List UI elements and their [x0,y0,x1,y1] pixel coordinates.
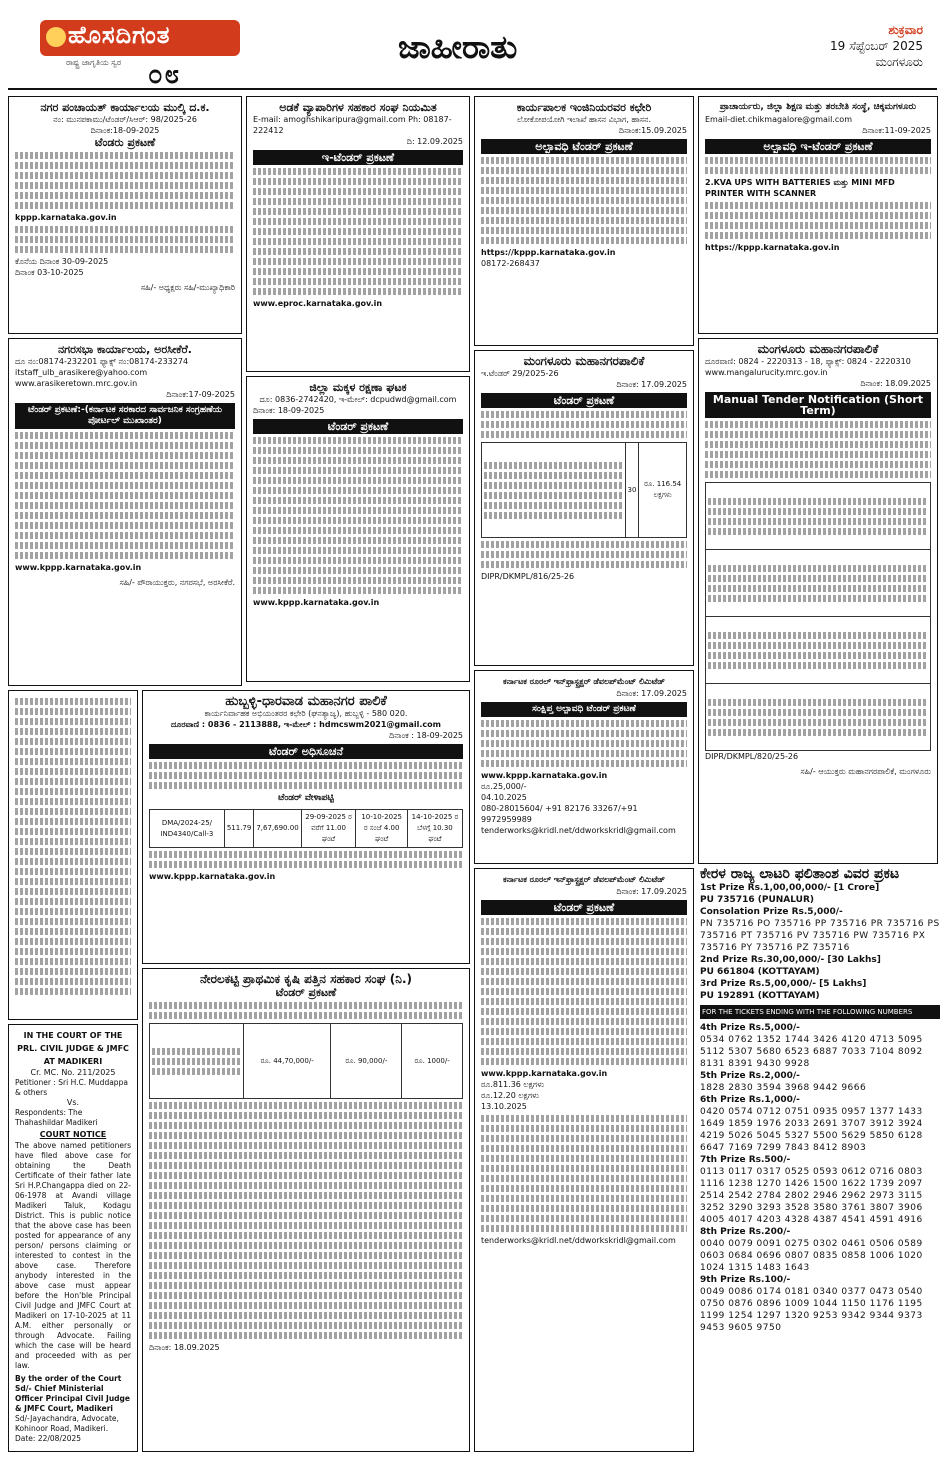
tender-table [149,1023,463,1099]
ad-title: ಮಂಗಳೂರು ಮಹಾನಗರಪಾಲಿಕೆ [757,342,879,356]
court-case: Cr. MC. No. 211/2025 [30,1068,116,1077]
ad-ref: ಇ.ಟೆಂಡರ್ 29/2025-26 [481,369,559,378]
ad-amount: ರೂ.811.36 ಲಕ್ಷಗಳು [481,1080,545,1089]
ad-portal: kppp.karnataka.gov.in [15,213,117,222]
prize-7-numbers: 0113 0117 0317 0525 0593 0612 0716 0803 1116 1238 1270 1426 1500 1622 1739 2097 2514 2542 2784 2802 2946 2962 2973 3115 3252 3290 3293 3528 3580 3761 3807 3906 4005 4017 4203 4328 4387 4541 4591 4916 [700,1167,923,1225]
ad-mulki [8,96,242,334]
lottery-results [700,868,940,1440]
ad-subtitle: ಲೋಕೋಪಯೋಗಿ ಇಲಾಖೆ ಹಾಸನ ವಿಭಾಗ, ಹಾಸನ. [516,115,652,124]
ad-emd: ರೂ.12.20 ಲಕ್ಷಗಳು [481,1091,540,1100]
section-title: ಜಾಹೀರಾತು [398,28,518,66]
prize-3: 3rd Prize Rs.5,00,000/- [5 Lakhs] [700,979,867,989]
ad-date: ದಿನಾಂಕ:11-09-2025 [862,126,931,135]
date-label: 19 ಸೆಪ್ಟೆಂಬರ್ 2025 [829,39,923,53]
ad-portal: www.kppp.karnataka.gov.in [481,1069,608,1078]
ad-contact: ದೂರವಾಣಿ : 0836 - 2113888, ಇ-ಮೇಲ್ : hdmcswm2021@gmail.com [171,720,441,729]
ad-subtitle: ದೂ: 0836-2742420, ಇ-ಮೇಲ್: dcpudwd@gmail.com [259,395,457,404]
ad-date: ದಿನಾಂಕ: 17.09.2025 [616,887,687,896]
ad-email: Email-diet.chikmagalore@gmail.com [705,115,852,124]
ad-date: ದಿನಾಂಕ:15.09.2025 [618,126,687,135]
ad-small-notice [8,690,138,1020]
ad-kridl-short [474,670,694,864]
schedule-table [149,809,463,848]
ad-notice: ಟೆಂಡರ್ ಅಧಿಸೂಚನೆ [149,744,463,759]
brand-name: ಹೊಸದಿಗಂತ [68,21,171,49]
court-respondent: Respondents: The Thahashildar Madikeri [15,1108,98,1127]
ad-site: www.arasikeretown.mrc.gov.in [15,379,138,388]
court-petitioner: Petitioner : Sri H.C. Muddappa & others [15,1078,128,1097]
court-advocate: Sd/-Jayachandra, Advocate, Kohinoor Road, Madikeri. [15,1414,119,1433]
prize-8-numbers: 0040 0079 0091 0275 0302 0461 0506 0589 0603 0684 0696 0807 0835 0858 1006 1020 1024 1315 1483 1643 [700,1239,923,1273]
day-label: ಶುಕ್ರವಾರ [888,23,923,37]
days-cell: 30 [625,443,639,538]
ad-kridl-tender [474,868,694,1452]
cell-emd: ರೂ. 90,000/- [331,1024,402,1099]
prize-6-numbers: 0420 0574 0712 0751 0935 0957 1377 1433 1649 1859 1976 2033 2691 3707 3912 3924 4219 5026 5045 5327 5500 5629 5850 6128 6647 7169 7299 7843 8412 8903 [700,1107,923,1153]
ad-notice: ಟೆಂಡರ್ ಪ್ರಕಟಣೆ:-(ಕರ್ನಾಟಕ ಸರಕಾರದ ಸಾರ್ವಜನಿಕ ಸಂಗ್ರಹಣೆಯ ಪೋರ್ಟಲ್ ಮುಖಾಂತರ) [15,403,235,429]
ad-title: ನಗರ ಪಂಚಾಯತ್ ಕಾರ್ಯಾಲಯ ಮುಲ್ಕಿ ದ.ಕ. [40,101,210,114]
ad-phone: 08172-268437 [481,259,540,268]
consolation-prize: Consolation Prize Rs.5,000/- [700,907,843,917]
ad-portal: www.kppp.karnataka.gov.in [15,563,142,572]
ad-date: ದಿನಾಂಕ : 18-09-2025 [389,731,463,740]
prize-5: 5th Prize Rs.2,000/- [700,1071,800,1081]
prize-9-numbers: 0049 0086 0174 0181 0340 0377 0473 0540 0750 0876 0896 1009 1044 1150 1176 1195 1199 1254 1297 1320 9253 9342 9344 9373 9453 9605 9750 [700,1287,923,1333]
ad-notice: ಟೆಂಡರ್ ಪ್ರಕಟಣೆ [253,419,463,434]
ad-hubballi [142,690,470,964]
prize-4-numbers: 0534 0762 1352 1744 3426 4120 4713 5095 5112 5307 5680 6523 6887 7033 7104 8092 8131 8391 9430 9928 [700,1035,923,1069]
ad-notice: ಟೆಂಡರ್ ಪ್ರಕಟಣೆ [481,393,687,408]
ad-neralakatti [142,968,470,1452]
ad-ref: ನಂ: ಮುನಪಕಾಮು/ಟೆಂಡರ್/ಸಿಆರ್: 98/2025-26 [53,115,197,124]
ad-email: itstaff_ulb_arasikere@yahoo.com [15,368,148,377]
court-order: By the order of the Court Sd/- Chief Ministerial Officer Principal Civil Judge & JMFC Court, Madikeri [15,1374,130,1413]
prize-5-numbers: 1828 2830 3594 3968 9442 9666 [700,1083,867,1093]
prize-4: 4th Prize Rs.5,000/- [700,1023,800,1033]
court-notice-title: COURT NOTICE [39,1130,107,1139]
ad-notice: ಅಲ್ಪಾವಧಿ ಇ-ಟೆಂಡರ್ ಪ್ರಕಟಣೆ [705,139,931,154]
court-date: Date: 22/08/2025 [15,1434,82,1443]
ad-notice: ಟೆಂಡರ್ ಪ್ರಕಟಣೆ [481,900,687,915]
ad-deadline: 13.10.2025 [481,1102,527,1111]
ad-title: ನಗರಸಭಾ ಕಾರ್ಯಾಲಯ, ಅರಸೀಕೆರೆ. [58,343,192,356]
ad-date: ದಿನಾಂಕ: 18-09-2025 [253,406,325,415]
ad-email: tenderworks@kridl.net/ddworkskridl@gmail.com [481,1236,676,1245]
brand-tagline: ರಾಷ್ಟ್ರ ಜಾಗೃತಿಯ ಸ್ವರ [66,58,122,67]
ad-website: www.eproc.karnataka.gov.in [253,299,383,308]
ad-portal: https://kppp.karnataka.gov.in [481,248,616,257]
ad-hassan [474,96,694,346]
ad-ref: DIPR/DKMPL/820/25-26 [705,752,799,761]
ad-deadline: 04.10.2025 [481,793,527,802]
sun-icon [46,27,66,47]
masthead [8,8,937,90]
cell-ref: DMA/2024-25/ IND4340/Call-3 [150,810,225,848]
ad-open: ದಿನಾಂಕ 03-10-2025 [15,268,84,277]
schedule-title: ಟೆಂಡರ್ ವೇಳಾಪಟ್ಟಿ [278,793,334,803]
ad-notice: ಸಂಕ್ಷಿಪ್ತ ಅಲ್ಪಾವಧಿ ಟೆಂಡರ್ ಪ್ರಕಟಣೆ [481,702,687,717]
cell-open: 14-10-2025 ರ ಬೆಳಗ್ಗೆ 10.30 ಘಂಟೆ [407,810,462,848]
consolation-numbers: PN 735716 PO 735716 PP 735716 PR 735716 PS 735716 PT 735716 PV 735716 PW 735716 PX 735716 PY 735716 PZ 735716 [700,919,940,953]
ad-items: 2.KVA UPS WITH BATTERIES ಮತ್ತು MINI MFD PRINTER WITH SCANNER [705,178,895,198]
city-label: ಮಂಗಳೂರು [875,55,923,69]
amount-cell: ರೂ. 116.54 ಲಕ್ಷಗಳು [639,443,687,538]
court-vs: Vs. [66,1098,80,1107]
prize-7: 7th Prize Rs.500/- [700,1155,791,1165]
ad-date: ದಿನಾಂಕ:18-09-2025 [90,126,160,135]
tender-table [481,442,687,538]
ad-notice: ಇ-ಟೆಂಡರ್ ಪ್ರಕಟಣೆ [253,150,463,165]
ad-mangaluru-manual [698,338,938,864]
prize-6: 6th Prize Rs.1,000/- [700,1095,800,1105]
ad-body [15,152,235,209]
ad-notice: ಟೆಂಡರ್ ಪ್ರಕಟಣೆ [275,986,337,999]
tickets-banner: FOR THE TICKETS ENDING WITH THE FOLLOWING NUMBERS [700,1005,940,1019]
ad-title: ಪ್ರಾಚಾರ್ಯರು, ಜಿಲ್ಲಾ ಶಿಕ್ಷಣ ಮತ್ತು ತರಬೇತಿ ಸಂಸ್ಥೆ, ಚಿಕ್ಕಮಗಳೂರು [719,102,917,112]
cell-fee: ರೂ. 1000/- [402,1024,463,1099]
prize-9: 9th Prize Rs.100/- [700,1275,791,1285]
prize-1-number: PU 735716 (PUNALUR) [700,895,815,905]
ad-title: ಕರ್ನಾಟಕ ರೂರಲ್ ಇನ್‌ಫ್ರಾಸ್ಟ್ರಕ್ಚರ್ ಡೆವಲಪ್‌ಮೆಂಟ್ ಲಿಮಿಟೆಡ್ [503,677,665,686]
prize-2-number: PU 661804 (KOTTAYAM) [700,967,820,977]
tender-table [705,482,931,751]
page-number: ೦೮ [148,60,182,90]
cell-submit: 29-09-2025 ರ ವರೆಗೆ 11.00 ಘಂಟೆ [301,810,356,848]
ad-contact: ದೂರವಾಣಿ: 0824 - 2220313 - 18, ಫ್ಯಾಕ್ಸ್: 0824 - 2220310 [705,357,911,366]
ad-phone: ದೂ ನಂ:08174-232201 ಫ್ಯಾಕ್ಸ್ ನಂ:08174-233274 [15,357,189,366]
ad-title: ಹುಬ್ಬಳ್ಳಿ-ಧಾರವಾಡ ಮಹಾನಗರ ಪಾಲಿಕೆ [225,694,387,709]
ad-date: ದಿನಾಂಕ: 17.09.2025 [616,689,687,698]
ad-title: ಕರ್ನಾಟಕ ರೂರಲ್ ಇನ್‌ಫ್ರಾಸ್ಟ್ರಕ್ಚರ್ ಡೆವಲಪ್‌ಮೆಂಟ್ ಲಿಮಿಟೆಡ್ [503,875,665,884]
ad-title: ನೇರಲಕಟ್ಟಿ ಪ್ರಾಥಮಿಕ ಕೃಷಿ ಪತ್ತಿನ ಸಹಕಾರ ಸಂಘ (ನಿ.) [199,972,413,986]
ad-sign: ಸಹಿ/- ಅಧ್ಯಕ್ಷರು ಸಹಿ/-ಮುಖ್ಯಾಧಿಕಾರಿ [140,283,235,292]
ad-subtitle: ಕಾರ್ಯನಿರ್ವಾಹಕ ಅಭಿಯಂತರರ ಕಛೇರಿ (ಘನತ್ಯಾಜ್ಯ), ಹುಬ್ಬಳ್ಳಿ - 580 020. [204,709,408,718]
ad-title: ಮಂಗಳೂರು ಮಹಾನಗರಪಾಲಿಕೆ [523,354,645,368]
ad-date: ದಿನಾಂಕ: 18.09.2025 [860,379,931,388]
court-title: IN THE COURT OF THE PRL. CIVIL JUDGE & JMFC AT MADIKERI [17,1031,129,1066]
dateline [830,22,923,70]
court-body: The above named petitioners have filed above case for obtaining the Death Certificate of their father late Sri H.P.Changappa died on 22-06-1978 at Avandi village Madikeri Taluk, Kodagu District. This is public notice that the above case has been posted for appearance of any person/ persons claiming or interested to contest in the above case. Therefore anybody interested in the above case must appear before the Hon'ble Principal Civil Judge and JMFC Court at Madikeri on 17-10-2025 at 11 A.M. either personally or through Advocate. Failing which the case will be heard and proceeded with as per law. [15,1141,131,1370]
ad-site: www.mangalurucity.mrc.gov.in [705,368,828,377]
ad-email: tenderworks@kridl.net/ddworkskridl@gmail.com [481,826,676,835]
ad-title: ಅಡಕೆ ವ್ಯಾಪಾರಿಗಳ ಸಹಕಾರ ಸಂಘ ನಿಯಮಿತ [279,101,437,114]
ad-date: ದಿ: 12.09.2025 [406,137,463,146]
ad-portal: https://kppp.karnataka.gov.in [705,243,840,252]
cell-amount: ರೂ. 44,70,000/- [243,1024,331,1099]
ad-emd: ರೂ.25,000/- [481,782,527,791]
ad-date: ದಿನಾಂಕ: 17.09.2025 [616,380,687,389]
ad-chikkamagaluru [698,96,938,334]
ad-sign: ಸಹಿ/- ಆಯುಕ್ತರು ಮಹಾನಗರಪಾಲಿಕೆ, ಮಂಗಳೂರು [800,767,931,776]
ad-title: ಜಿಲ್ಲಾ ಮಕ್ಕಳ ರಕ್ಷಣಾ ಘಟಕ [309,381,407,394]
ad-date: ದಿನಾಂಕ: 18.09.2025 [149,1343,220,1352]
ad-notice: Manual Tender Notification (Short Term) [705,392,931,418]
prize-1: 1st Prize Rs.1,00,00,000/- [1 Crore] [700,883,880,893]
ad-notice: ಅಲ್ಪಾವಧಿ ಟೆಂಡರ್ ಪ್ರಕಟಣೆ [481,139,687,154]
cell-emd: 7,67,690.00 [254,810,301,848]
prize-8: 8th Prize Rs.200/- [700,1227,791,1237]
ad-phone: 080-28015604/ +91 82176 33267/+91 9972959989 [481,804,638,824]
ad-mangaluru-city [474,350,694,666]
ad-court-notice [8,1024,138,1452]
ad-sign: ಸಹಿ/- ಪೌರಾಯುಕ್ತರು, ನಗರಸಭೆ, ಅರಸೀಕೆರೆ. [119,578,235,587]
ad-email: E-mail: amoghshikaripura@gmail.com Ph: 08187-222412 [253,115,452,135]
cell-amount: 511.79 [224,810,254,848]
ad-shivamogga [246,96,470,372]
ad-deadline: ಕೊನೆಯ ದಿನಾಂಕ 30-09-2025 [15,257,109,266]
ad-portal: www.kppp.karnataka.gov.in [253,598,380,607]
ad-title: ಕಾರ್ಯಪಾಲಕ ಇಂಜಿನಿಯರವರ ಕಛೇರಿ [516,101,652,114]
ad-date: ದಿನಾಂಕ:17-09-2025 [166,390,235,399]
cell-tech: 10-10-2025 ರ ಸಂಜೆ 4.00 ಘಂಟೆ [356,810,407,848]
ad-arsikere [8,338,242,686]
ad-portal: www.kppp.karnataka.gov.in [481,771,608,780]
ad-ref2: DIPR/DKMPL/816/25-26 [481,572,575,581]
brand-logo [18,14,238,90]
prize-2: 2nd Prize Rs.30,00,000/- [30 Lakhs] [700,955,881,965]
prize-3-number: PU 192891 (KOTTAYAM) [700,991,820,1001]
lottery-title: ಕೇರಳ ರಾಜ್ಯ ಲಾಟರಿ ಫಲಿತಾಂಶ ವಿವರ ಪ್ರಕಟ [700,866,900,882]
ad-notice: ಟೆಂಡರು ಪ್ರಕಟಣೆ [94,136,156,149]
ad-portal: www.kppp.karnataka.gov.in [149,872,276,881]
ad-child-welfare [246,376,470,682]
